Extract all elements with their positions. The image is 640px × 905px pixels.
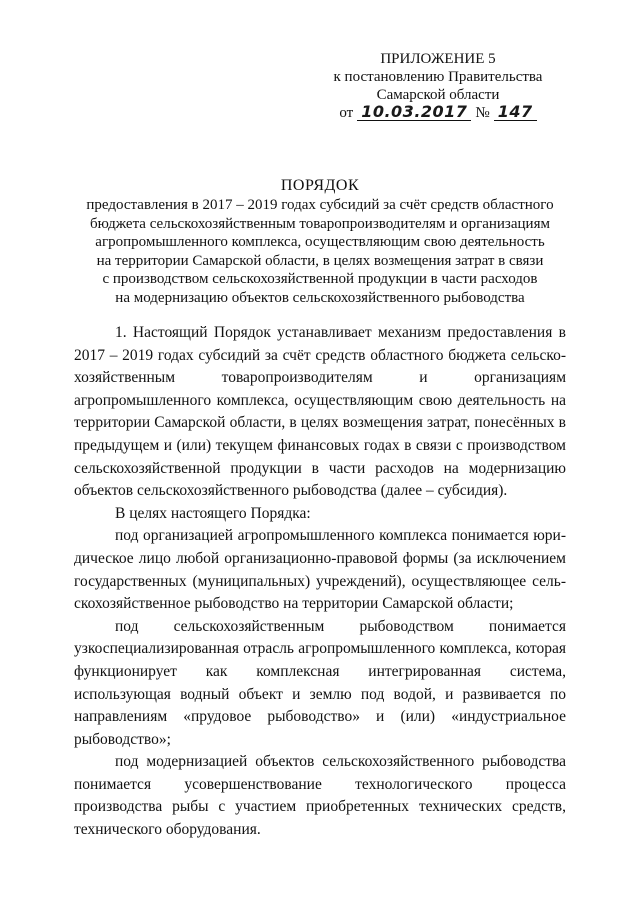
paragraph-definition-modernization: под модернизацией объектов сельскохозяйственного рыбоводства понимается усовершенствование технологического процесса производства рыбы с участием приобретенных технических средств, технического оборудования.	[74, 753, 566, 839]
subtitle-line: на модернизацию объектов сельскохозяйственного рыбоводства	[115, 289, 525, 306]
appendix-date-row	[318, 104, 558, 122]
handwritten-number: 147	[494, 104, 537, 121]
date-prefix: от	[339, 105, 354, 121]
subtitle-line: на территории Самарской области, в целях возмещения затрат в связи	[96, 252, 544, 269]
document-title: ПОРЯДОК	[280, 177, 360, 194]
appendix-heading: ПРИЛОЖЕНИЕ 5	[380, 51, 496, 67]
subtitle-line: с производством сельскохозяйственной продукции в части расходов	[102, 271, 538, 287]
number-prefix: №	[475, 105, 490, 121]
document-body	[74, 322, 566, 842]
document-subtitle	[60, 196, 580, 307]
paragraph-1: 1. Настоящий Порядок устанавливает механизм предоставления в 2017 – 2019 годах субсидий за счёт средств областного бюджета сельскохозяйственным товаропроизводителям и организациям агропромышленного комплекса, осуществляющим свою деятельность на территории Самарской области, в целях возмещения затрат, понесённых в предыдущем и (или) текущем финансовых годах в связи с производством сельскохозяйственной продукции в части расходов на модернизацию объектов сельскохозяйственного рыбоводства (далее – субсидия).	[74, 324, 566, 500]
paragraph-definitions-intro: В целях настоящего Порядка:	[115, 504, 311, 522]
appendix-block	[318, 50, 558, 122]
appendix-resolution-line: к постановлению Правительства	[333, 69, 543, 85]
appendix-region-line: Самарской области	[376, 87, 500, 103]
paragraph-definition-organization: под организацией агропромышленного комплекса понимается юридическое лицо любой организационно-правовой формы (за исключением государственных (муниципальных) учреждений), осуществляющее сельскохозяйственное рыбоводство на территории Самарской области;	[74, 527, 566, 613]
subtitle-line: предоставления в 2017 – 2019 годах субсидий за счёт средств областного	[86, 197, 554, 213]
paragraph-definition-fish-farming: под сельскохозяйственным рыбоводством понимается узкоспециализированная отрасль агропромышленного комплекса, которая функционирует как комплексная интегрированная система, использующая водный объект и землю под водой, и развивается по направлениям «прудовое рыбоводство» и (или) «индустриальное рыбоводство»;	[74, 617, 566, 748]
handwritten-date: 10.03.2017	[357, 104, 471, 121]
subtitle-line: агропромышленного комплекса, осуществляющим свою деятельность	[95, 234, 545, 250]
subtitle-line: бюджета сельскохозяйственным товаропроизводителям и организациям	[90, 215, 550, 232]
